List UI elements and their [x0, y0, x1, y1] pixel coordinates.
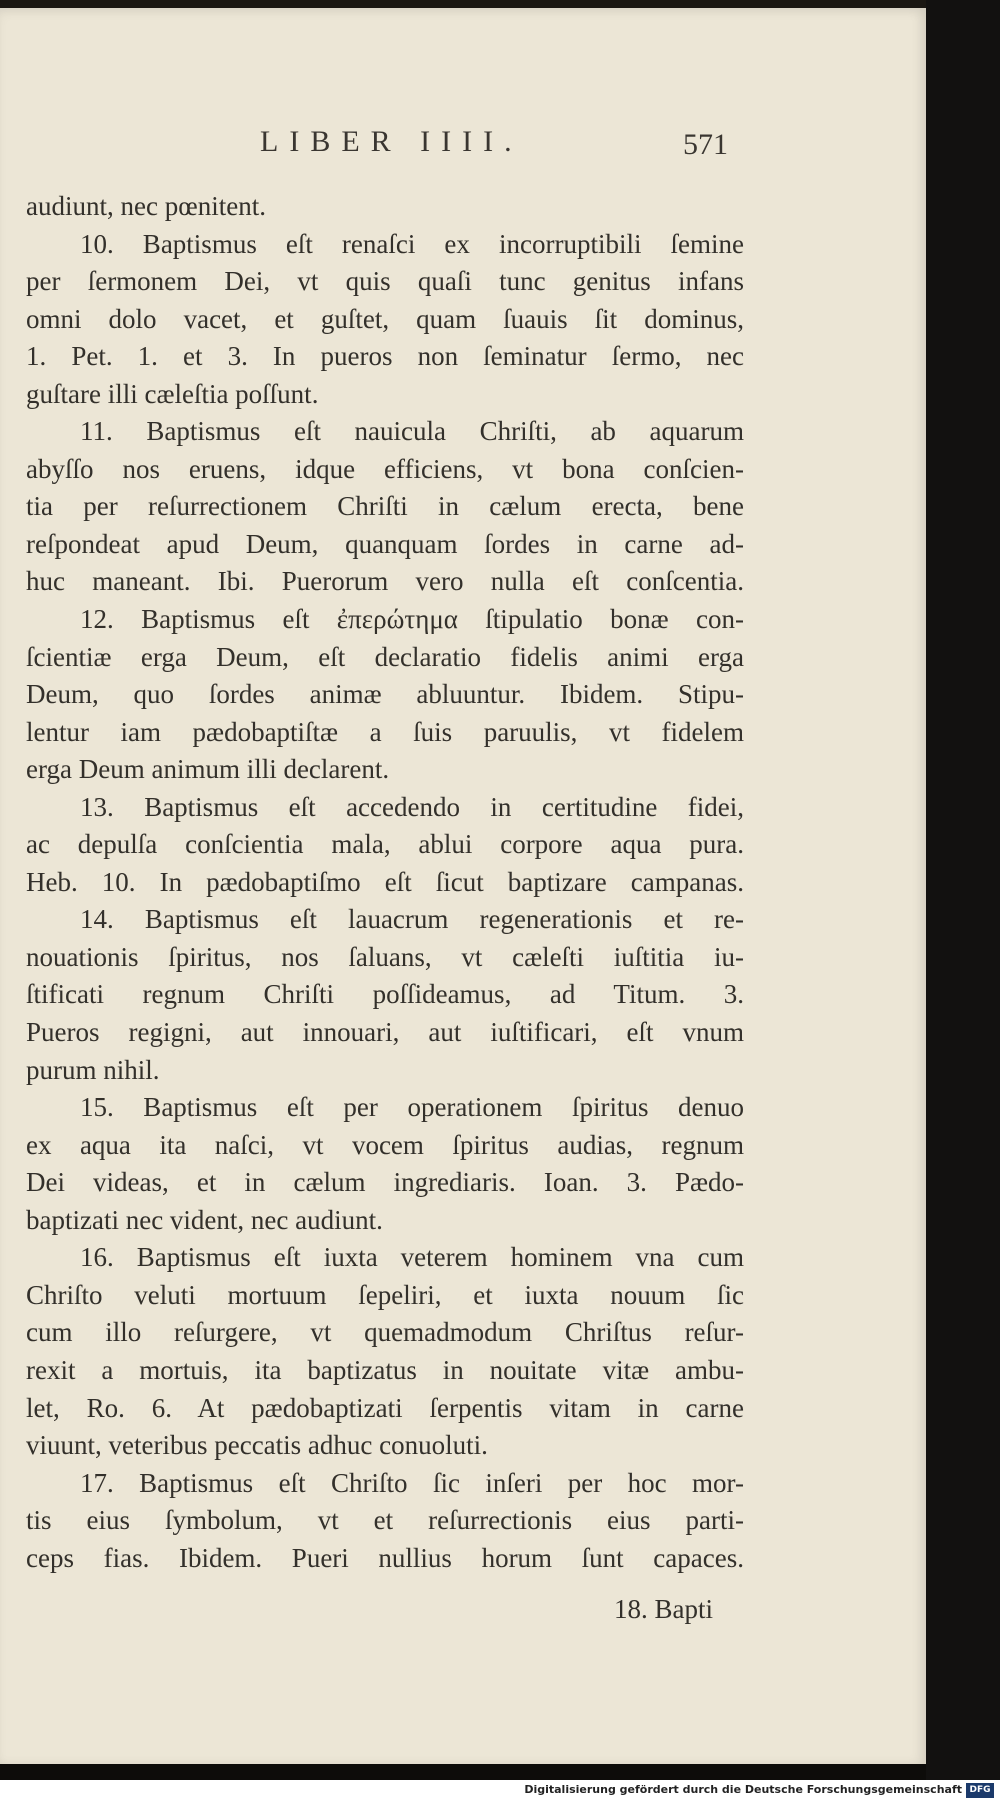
text-line: reſpondeat apud Deum, quanquam ſordes in carne ad- — [26, 528, 744, 559]
text-line: per ſermonem Dei, vt quis quaſi tunc genitus infans — [26, 266, 744, 297]
page-number: 571 — [683, 128, 728, 161]
text-line: viuunt, veteribus peccatis adhuc conuoluti. — [26, 1430, 488, 1461]
text-line: ex aqua ita naſci, vt vocem ſpiritus audias, regnum — [26, 1129, 744, 1160]
text-line: 16. Baptismus eſt iuxta veterem hominem vna cum — [80, 1242, 744, 1273]
text-line: 10. Baptismus eſt renaſci ex incorruptibili ſemine — [80, 228, 744, 259]
text-line: erga Deum animum illi declarent. — [26, 754, 390, 785]
text-line: 14. Baptismus eſt lauacrum regenerationis et re- — [80, 904, 744, 935]
text-line: rexit a mortuis, ita baptizatus in nouitate vitæ ambu- — [26, 1354, 744, 1385]
catchword: 18. Bapti — [614, 1594, 713, 1624]
text-line: Deum, quo ſordes animæ abluuntur. Ibidem. Stipu- — [26, 679, 744, 710]
text-line: let, Ro. 6. At pædobaptizati ſerpentis vitam in carne — [26, 1392, 744, 1423]
book-page — [0, 8, 926, 1764]
text-line: guſtare illi cæleſtia poſſunt. — [26, 378, 319, 409]
running-title: LIBER IIII. — [260, 125, 523, 158]
digitization-footer — [0, 1780, 1000, 1803]
text-line: purum nihil. — [26, 1054, 160, 1085]
text-line: Chriſto veluti mortuum ſepeliri, et iuxta nouum ſic — [26, 1279, 744, 1310]
dfg-logo-icon: DFG — [966, 1783, 994, 1798]
text-line: huc maneant. Ibi. Puerorum vero nulla eſt conſcentia. — [26, 566, 744, 597]
text-line: nouationis ſpiritus, nos ſaluans, vt cæleſti iuſtitia iu- — [26, 941, 744, 972]
text-line: ceps fias. Ibidem. Pueri nullius horum ſunt capaces. — [26, 1542, 744, 1573]
text-line: ſtificati regnum Chriſti poſſideamus, ad Titum. 3. — [26, 979, 744, 1010]
text-line: Dei videas, et in cælum ingrediaris. Ioan. 3. Pædo- — [26, 1167, 744, 1198]
text-line: Pueros regigni, aut innouari, aut iuſtificari, eſt vnum — [26, 1017, 744, 1048]
text-line: lentur iam pædobaptiſtæ a ſuis paruulis, vt fidelem — [26, 716, 744, 747]
text-line: ac depulſa conſcientia mala, ablui corpore aqua pura. — [26, 829, 744, 860]
text-line: baptizati nec vident, nec audiunt. — [26, 1204, 383, 1235]
text-line: omni dolo vacet, et guſtet, quam ſuauis ſit dominus, — [26, 303, 744, 334]
text-line: abyſſo nos eruens, idque efficiens, vt bona conſcien- — [26, 453, 744, 484]
text-line: Heb. 10. In pædobaptiſmo eſt ſicut baptizare campanas. — [26, 866, 744, 897]
text-line: audiunt, nec pœnitent. — [26, 191, 266, 221]
text-line: 13. Baptismus eſt accedendo in certitudine fidei, — [80, 791, 744, 822]
scan-top-edge — [0, 0, 1000, 8]
text-line: 12. Baptismus eſt ἐπερώτημα ſtipulatio bonæ con- — [80, 604, 744, 635]
body-text — [26, 188, 744, 1577]
scan-right-edge — [926, 0, 1000, 1780]
page-header — [0, 120, 926, 170]
text-line: cum illo reſurgere, vt quemadmodum Chriſtus reſur- — [26, 1317, 744, 1348]
text-line: tia per reſurrectionem Chriſti in cælum erecta, bene — [26, 491, 744, 522]
text-line: 17. Baptismus eſt Chriſto ſic inſeri per hoc mor- — [80, 1467, 744, 1498]
text-line: 1. Pet. 1. et 3. In pueros non ſeminatur ſermo, nec — [26, 341, 744, 372]
funding-credit: Digitalisierung gefördert durch die Deutsche Forschungsgemeinschaft — [524, 1783, 962, 1796]
text-line: ſcientiæ erga Deum, eſt declaratio fidelis animi erga — [26, 641, 744, 672]
text-line: 15. Baptismus eſt per operationem ſpiritus denuo — [80, 1092, 744, 1123]
text-line: tis eius ſymbolum, vt et reſurrectionis eius parti- — [26, 1505, 744, 1536]
text-line: 11. Baptismus eſt nauicula Chriſti, ab aquarum — [80, 416, 744, 447]
